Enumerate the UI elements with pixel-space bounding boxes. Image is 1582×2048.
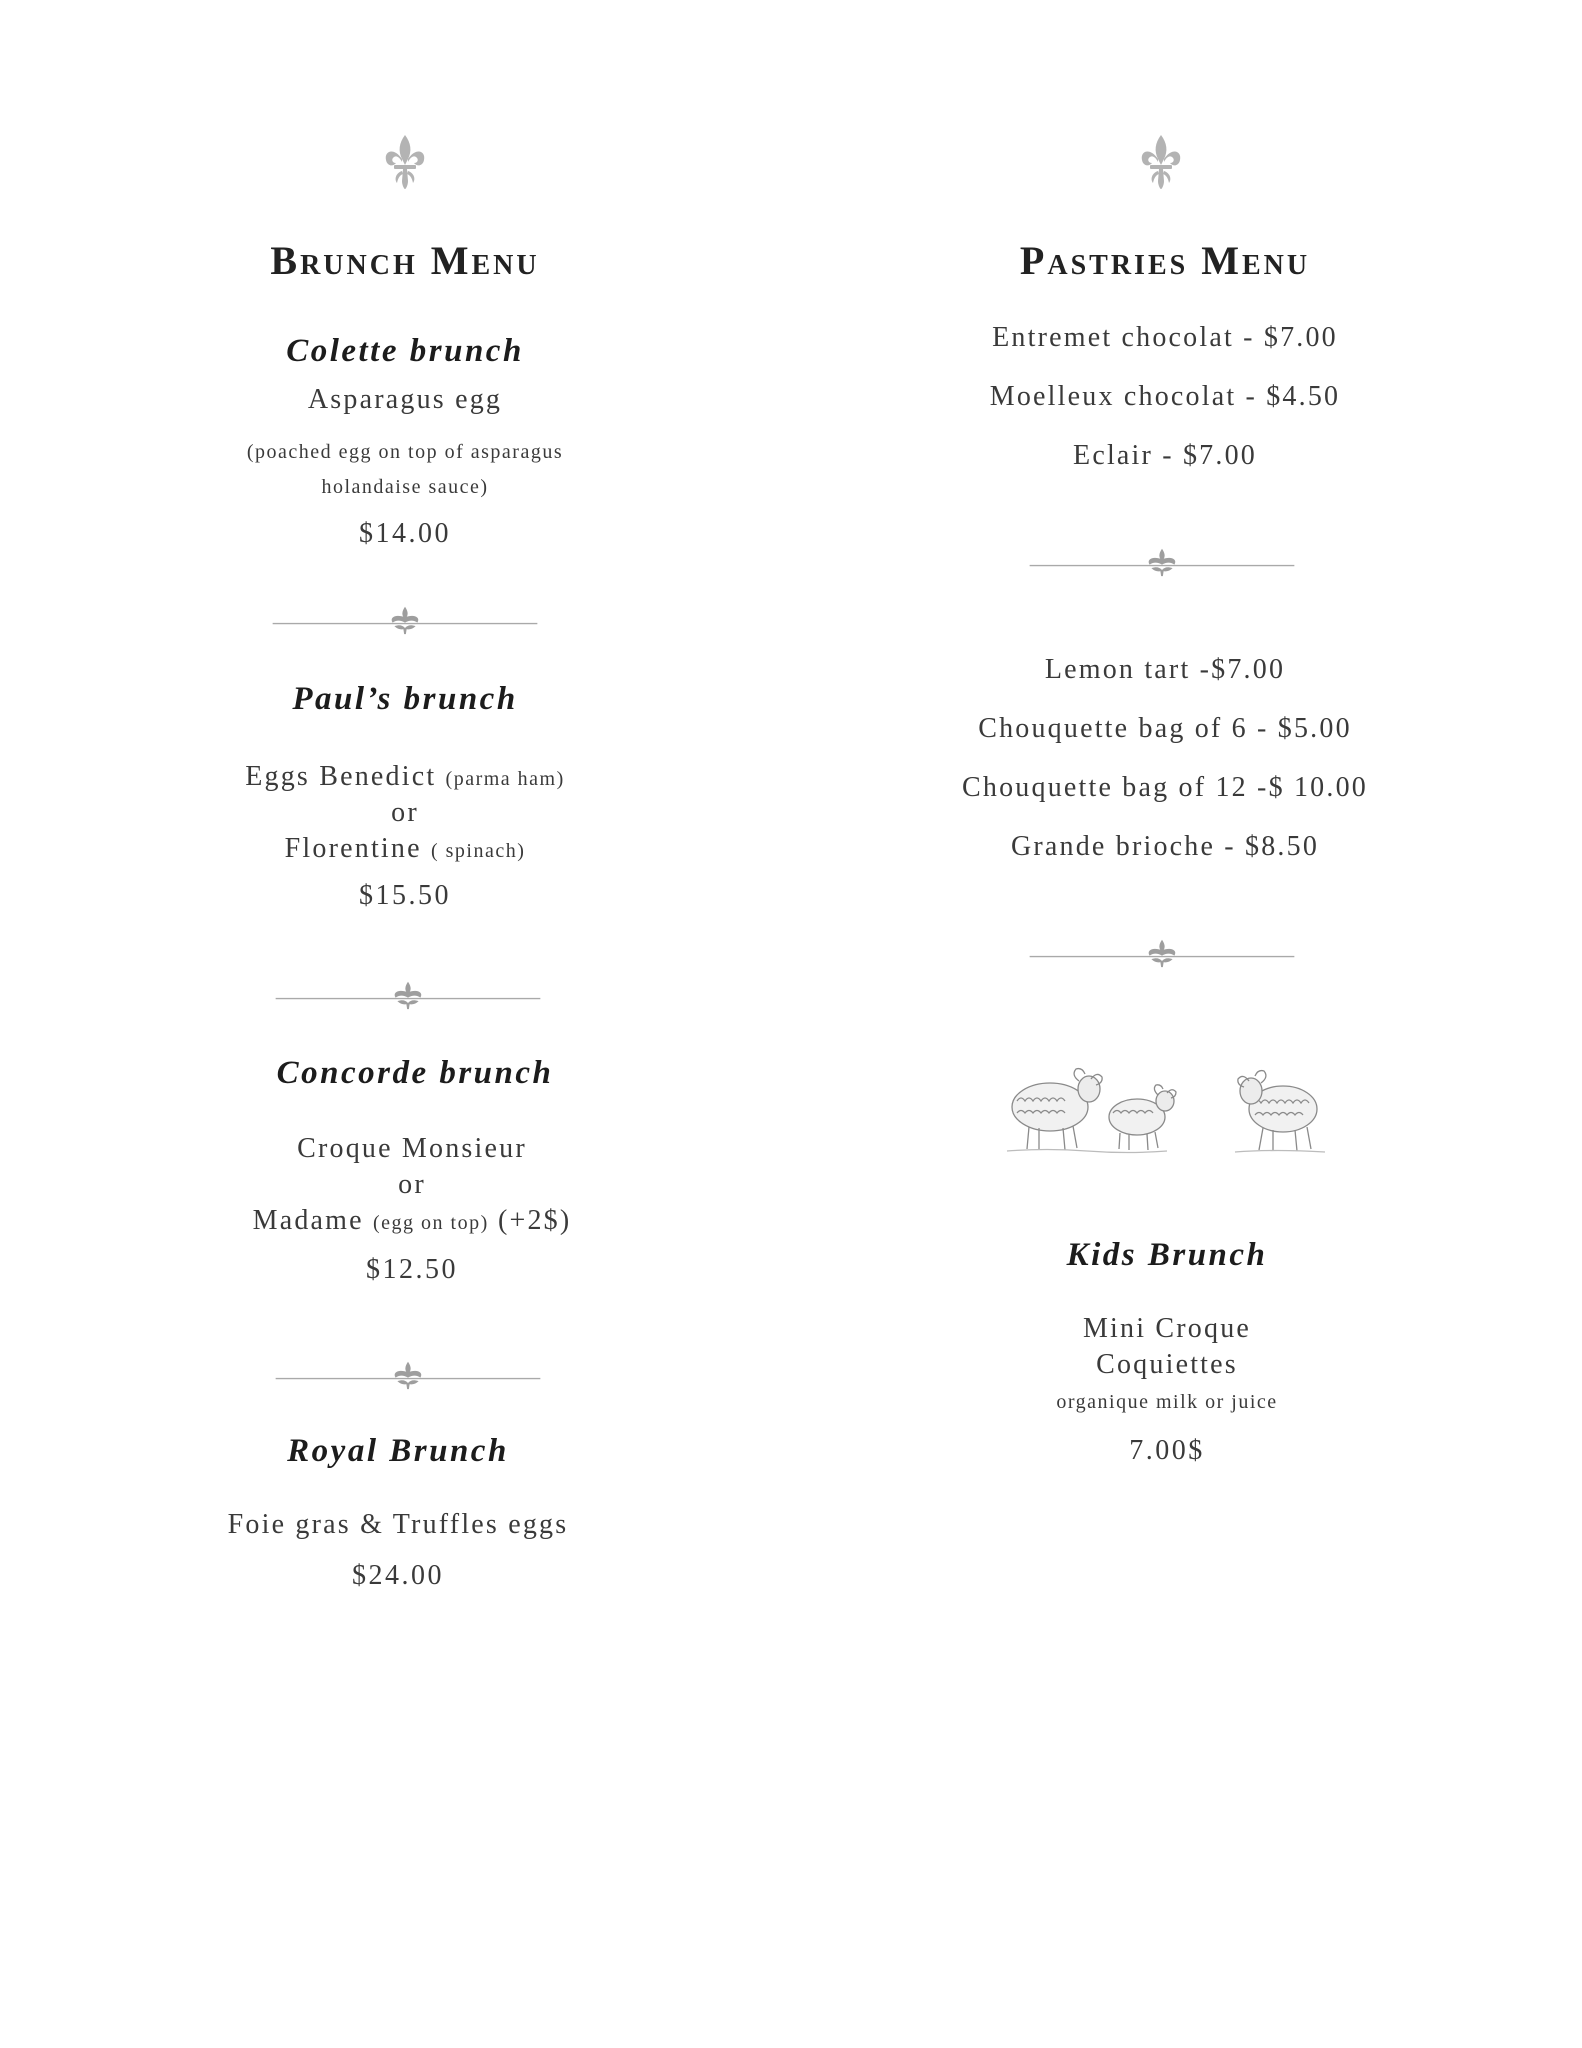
fleur-de-lis-icon — [887, 133, 1435, 191]
concorde-brunch-or: or — [398, 1169, 426, 1200]
pauls-brunch-item1-note: (parma ham) — [445, 768, 565, 790]
colette-brunch-item: Asparagus egg — [307, 384, 503, 415]
pauls-brunch-item2-note: ( spinach) — [430, 840, 526, 862]
pastries-menu-title: Pastries Menu — [1019, 238, 1311, 283]
pastry-item: Entremet chocolat - $7.00 — [992, 322, 1338, 353]
pastry-item: Grande brioche - $8.50 — [1010, 831, 1320, 862]
concorde-brunch-item2-row — [184, 1205, 640, 1237]
pauls-brunch-price: $15.50 — [359, 880, 451, 911]
pastry-item: Chouquette bag of 12 -$ 10.00 — [962, 772, 1368, 803]
flourish-divider-icon — [258, 1360, 558, 1390]
pauls-brunch-item2: Florentine — [284, 833, 422, 864]
concorde-brunch-item2-extra: (+2$) — [497, 1205, 572, 1236]
concorde-brunch-item2: Madame — [252, 1205, 364, 1236]
brunch-menu-column — [170, 0, 640, 2048]
sheep-illustration — [1005, 1055, 1335, 1155]
kids-brunch-line2: Coquiettes — [1096, 1349, 1238, 1380]
pastries-menu-column — [915, 0, 1435, 2048]
concorde-brunch-item1: Croque Monsieur — [297, 1133, 527, 1164]
kids-brunch-line1: Mini Croque — [1082, 1313, 1252, 1344]
kids-brunch-title: Kids Brunch — [1066, 1237, 1268, 1273]
kids-brunch-note: organique milk or juice — [1056, 1391, 1278, 1413]
concorde-brunch-price: $12.50 — [366, 1254, 458, 1285]
pauls-brunch-or: or — [391, 797, 419, 828]
colette-brunch-title: Colette brunch — [286, 333, 524, 369]
colette-brunch-note-line2: holandaise sauce) — [321, 476, 489, 498]
royal-brunch-item: Foie gras & Truffles eggs — [227, 1509, 569, 1540]
pauls-brunch-item2-row — [170, 833, 640, 865]
flourish-divider-icon — [1012, 938, 1312, 968]
royal-brunch-title: Royal Brunch — [287, 1433, 509, 1469]
colette-brunch-price: $14.00 — [359, 518, 451, 549]
concorde-brunch-item2-note: (egg on top) — [372, 1212, 489, 1234]
pastry-item: Moelleux chocolat - $4.50 — [989, 381, 1341, 412]
brunch-menu-title: Brunch Menu — [270, 238, 540, 283]
flourish-divider-icon — [258, 980, 558, 1010]
kids-brunch-price: 7.00$ — [1129, 1435, 1205, 1466]
pastry-item: Lemon tart -$7.00 — [1044, 654, 1286, 685]
pastry-item: Eclair - $7.00 — [1073, 440, 1257, 471]
fleur-de-lis-icon — [170, 133, 640, 191]
flourish-divider-icon — [1012, 547, 1312, 577]
pauls-brunch-title: Paul’s brunch — [292, 681, 518, 717]
pastry-item: Chouquette bag of 6 - $5.00 — [978, 713, 1352, 744]
flourish-divider-icon — [255, 605, 555, 635]
royal-brunch-price: $24.00 — [352, 1560, 444, 1591]
colette-brunch-note-line1: (poached egg on top of asparagus — [246, 441, 564, 463]
pauls-brunch-item1: Eggs Benedict — [245, 761, 437, 792]
pauls-brunch-item1-row — [170, 761, 640, 793]
concorde-brunch-title: Concorde brunch — [276, 1055, 554, 1091]
